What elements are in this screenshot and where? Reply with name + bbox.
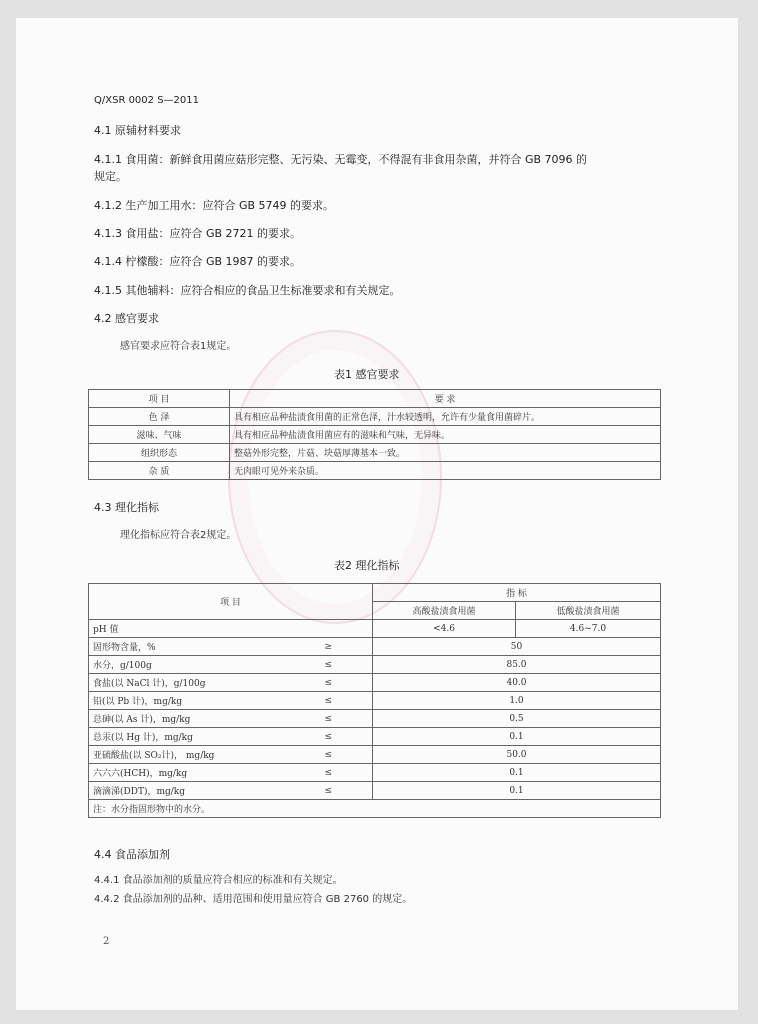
table-row <box>89 710 661 728</box>
table2-caption: 表2 理化指标 <box>334 559 400 572</box>
sensory-requirement: 具有相应品种盐渍食用菌的正常色泽，汁水较透明，允许有少量食用菌碎片。 <box>230 408 661 426</box>
index-item: 铅(以 Pb 计)，mg/kg <box>89 692 311 710</box>
index-value: 1.0 <box>373 692 661 710</box>
header-low-acid: 低酸盐渍食用菌 <box>516 602 661 620</box>
table-row <box>89 584 661 602</box>
index-item: 亚硫酸盐(以 SO₂计)， mg/kg <box>89 746 311 764</box>
index-value: 0.1 <box>373 782 661 800</box>
sensory-requirement: 具有相应品种盐渍食用菌应有的滋味和气味，无异味。 <box>230 426 661 444</box>
ph-high-value: <4.6 <box>373 620 516 638</box>
section-4-2-title: 4.2 感官要求 <box>94 312 159 325</box>
index-symbol: ≤ <box>311 782 373 800</box>
index-item: 固形物含量，% <box>89 638 311 656</box>
header-item: 项 目 <box>89 584 373 620</box>
index-symbol: ≤ <box>311 746 373 764</box>
document-header: Q/XSR 0002 S—2011 <box>94 95 199 106</box>
index-item: 滴滴涕(DDT)，mg/kg <box>89 782 311 800</box>
section-4-2-intro: 感官要求应符合表1规定。 <box>120 341 237 352</box>
ph-item: pH 值 <box>89 620 373 638</box>
index-value: 50.0 <box>373 746 661 764</box>
index-item: 总汞(以 Hg 计)，mg/kg <box>89 728 311 746</box>
section-4-1-title: 4.1 原辅材料要求 <box>94 124 181 137</box>
index-value: 40.0 <box>373 674 661 692</box>
index-symbol: ≤ <box>311 728 373 746</box>
index-value: 85.0 <box>373 656 661 674</box>
header-index: 指 标 <box>373 584 661 602</box>
index-item: 六六六(HCH)，mg/kg <box>89 764 311 782</box>
table-row <box>89 656 661 674</box>
table-row <box>89 426 661 444</box>
table-row <box>89 620 661 638</box>
table-row <box>89 692 661 710</box>
item-4-1-3: 4.1.3 食用盐：应符合 GB 2721 的要求。 <box>94 227 302 240</box>
table-row <box>89 674 661 692</box>
table-row <box>89 390 661 408</box>
section-4-3-title: 4.3 理化指标 <box>94 501 159 514</box>
header-high-acid: 高酸盐渍食用菌 <box>373 602 516 620</box>
table-row <box>89 638 661 656</box>
item-4-1-5: 4.1.5 其他辅料：应符合相应的食品卫生标准要求和有关规定。 <box>94 284 401 297</box>
index-symbol: ≤ <box>311 656 373 674</box>
table-row <box>89 800 661 818</box>
index-symbol: ≤ <box>311 674 373 692</box>
page-number: 2 <box>103 936 110 947</box>
index-symbol: ≤ <box>311 710 373 728</box>
index-symbol: ≥ <box>311 638 373 656</box>
item-4-1-1-line2: 规定。 <box>94 170 127 183</box>
section-4-4-title: 4.4 食品添加剂 <box>94 848 170 861</box>
table1-caption: 表1 感官要求 <box>334 368 400 381</box>
sensory-item: 杂 质 <box>89 462 230 480</box>
header-requirement: 要 求 <box>230 390 661 408</box>
table-row <box>89 728 661 746</box>
physicochemical-table <box>88 583 661 818</box>
section-4-3-intro: 理化指标应符合表2规定。 <box>120 530 237 541</box>
sensory-item: 色 泽 <box>89 408 230 426</box>
index-value: 0.5 <box>373 710 661 728</box>
index-item: 水分，g/100g <box>89 656 311 674</box>
table-note: 注：水分指固形物中的水分。 <box>89 800 661 818</box>
index-value: 0.1 <box>373 728 661 746</box>
index-value: 50 <box>373 638 661 656</box>
table-row <box>89 764 661 782</box>
table-row <box>89 408 661 426</box>
item-4-4-2: 4.4.2 食品添加剂的品种、适用范围和使用量应符合 GB 2760 的规定。 <box>94 894 413 905</box>
table-row <box>89 782 661 800</box>
table-row <box>89 444 661 462</box>
index-value: 0.1 <box>373 764 661 782</box>
sensory-item: 组织形态 <box>89 444 230 462</box>
item-4-1-2: 4.1.2 生产加工用水：应符合 GB 5749 的要求。 <box>94 199 335 212</box>
table-row <box>89 462 661 480</box>
sensory-requirement: 整菇外形完整，片菇、块菇厚薄基本一致。 <box>230 444 661 462</box>
sensory-item: 滋味、气味 <box>89 426 230 444</box>
table-row <box>89 746 661 764</box>
sensory-requirement: 无肉眼可见外来杂质。 <box>230 462 661 480</box>
index-item: 食盐(以 NaCl 计)，g/100g <box>89 674 311 692</box>
ph-low-value: 4.6~7.0 <box>516 620 661 638</box>
item-4-1-4: 4.1.4 柠檬酸：应符合 GB 1987 的要求。 <box>94 255 302 268</box>
index-symbol: ≤ <box>311 764 373 782</box>
sensory-table <box>88 389 661 480</box>
item-4-1-1-line1: 4.1.1 食用菌：新鲜食用菌应菇形完整、无污染、无霉变，不得混有非食用杂菌，并符合 GB 7096 的 <box>94 153 588 166</box>
index-item: 总砷(以 As 计)，mg/kg <box>89 710 311 728</box>
item-4-4-1: 4.4.1 食品添加剂的质量应符合相应的标准和有关规定。 <box>94 875 343 886</box>
index-symbol: ≤ <box>311 692 373 710</box>
header-item: 项 目 <box>89 390 230 408</box>
